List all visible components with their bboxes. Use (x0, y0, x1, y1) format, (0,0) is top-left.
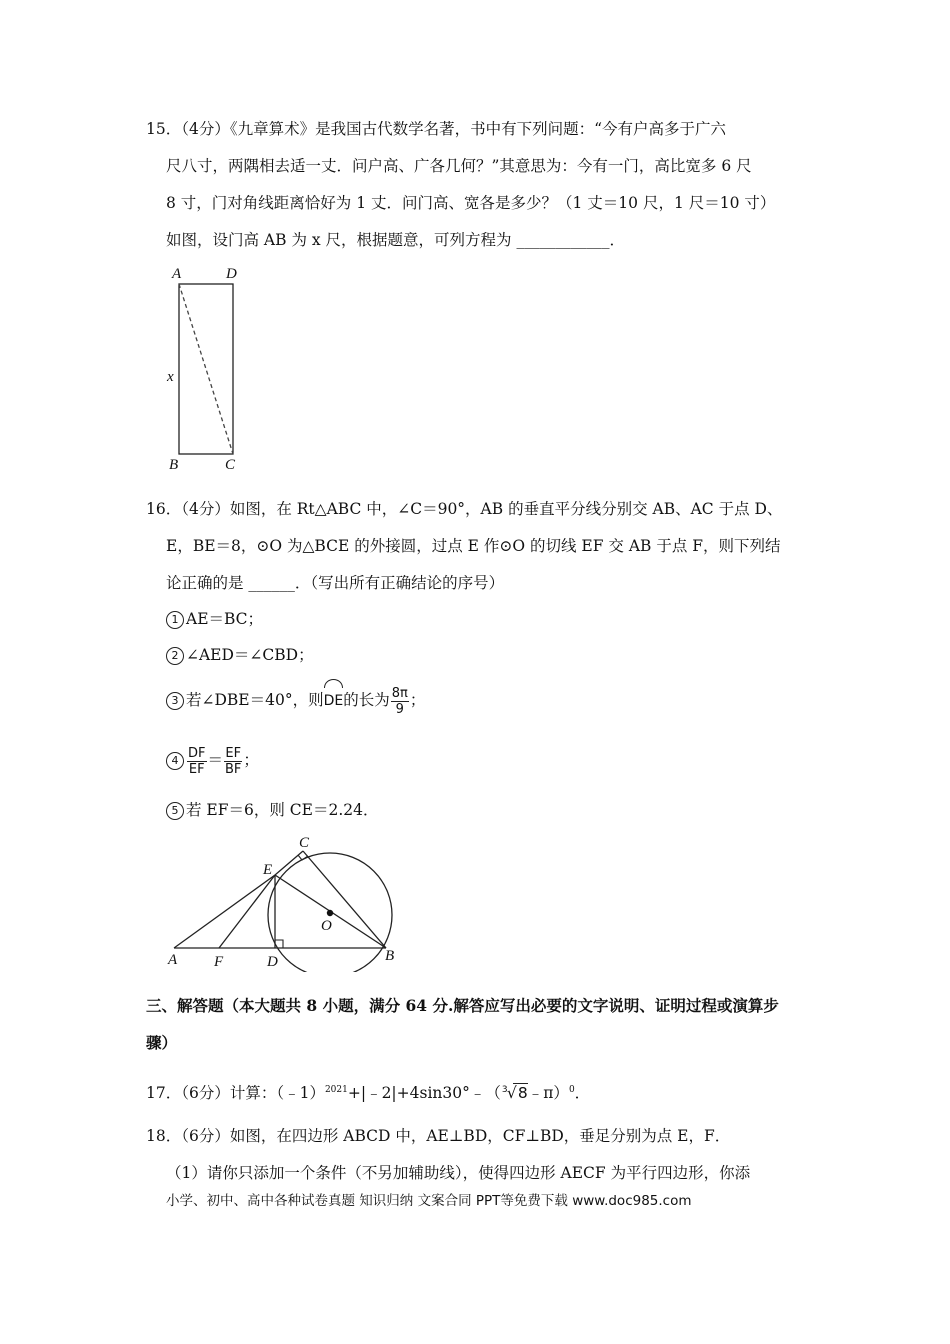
q15-door-figure (160, 262, 260, 474)
label-x: x (167, 369, 174, 385)
label-E: E (263, 862, 273, 878)
numerator: EF (225, 745, 242, 761)
denominator: EF (188, 761, 205, 777)
q16-option-2 (166, 645, 314, 665)
q17-pre: 17．（6分）计算：（﹣1） (146, 1084, 325, 1103)
denominator: 9 (395, 701, 404, 717)
equals: ＝ (207, 751, 224, 769)
section3-heading-line2: 骤） (146, 1033, 178, 1052)
label-F: F (214, 954, 224, 970)
circled-number: 5 (166, 802, 184, 820)
label-A: A (168, 952, 178, 968)
option-text: ∠AED＝∠CBD； (186, 646, 314, 664)
q17-mid: +|﹣2|+4sin30°﹣（ (347, 1084, 501, 1103)
option-text: 的长为 (343, 691, 390, 709)
circled-number: 2 (166, 647, 184, 665)
center-point-O (327, 910, 333, 916)
q16-line3: 论正确的是 ______．（写出所有正确结论的序号） (166, 574, 505, 592)
circled-number: 3 (166, 692, 184, 710)
segment-EC (275, 851, 303, 875)
q15-line3: 8 寸，门对角线距离恰好为 1 丈．问门高、宽各是多少？（1 丈＝10 尺，1 尺＝10 寸） (166, 194, 776, 212)
option-end: ； (243, 751, 259, 769)
option-text: AE＝BC； (186, 610, 264, 628)
q16-line2: E，BE＝8，⊙O 为△BCE 的外接圆，过点 E 作⊙O 的切线 EF 交 AB 于点 F，则下列结 (166, 537, 781, 555)
denominator: BF (225, 761, 242, 777)
q16-geometry-figure (160, 832, 410, 972)
numerator: 8π (391, 685, 408, 701)
q17-exponent-zero: 0 (568, 1085, 575, 1095)
q16-option-4 (166, 744, 259, 777)
q16-option-1 (166, 609, 263, 629)
circled-number: 1 (166, 611, 184, 629)
q17-line (146, 1080, 590, 1103)
option-text: 若 EF＝6，则 CE＝2.24． (186, 801, 379, 819)
label-C: C (299, 835, 310, 851)
door-diagonal (179, 284, 233, 454)
q15-line1: 15．（4分）《九章算术》是我国古代数学名著，书中有下列问题：“今有户高多于广六 (146, 120, 727, 138)
label-D: D (226, 266, 237, 282)
cube-root: 3 √ 8 (501, 1083, 528, 1103)
label-C: C (225, 457, 236, 473)
radicand: 8 (513, 1083, 528, 1102)
segment-AE (174, 875, 275, 948)
q16-option-5 (166, 800, 378, 820)
circled-number: 4 (166, 752, 184, 770)
segment-CB (303, 851, 386, 948)
root-index: 3 (501, 1085, 508, 1096)
fraction-EF-BF (224, 746, 242, 777)
fraction-DF-EF (187, 746, 207, 777)
q16-line1: 16．（4分）如图，在 Rt△ABC 中，∠C＝90°，AB 的垂直平分线分别交 AB、AC 于点 D、 (146, 500, 783, 518)
q15-line4: 如图，设门高 AB 为 x 尺，根据题意，可列方程为 ____________． (166, 231, 625, 249)
q15-line2: 尺八寸，两隅相去适一丈．问户高、广各几何？”其意思为：今有一门，高比宽多 6 尺 (166, 157, 752, 175)
page-footer: 小学、初中、高中各种试卷真题 知识归纳 文案合同 PPT等免费下载 www.doc985.com (166, 1193, 692, 1209)
door-rectangle (179, 284, 233, 454)
label-B: B (385, 948, 395, 964)
q17-post: ﹣π） (527, 1084, 569, 1103)
arc-DE: DE (324, 682, 344, 717)
label-B: B (169, 457, 179, 473)
label-D: D (267, 954, 278, 970)
q16-option-3 (166, 682, 425, 717)
label-O: O (321, 918, 332, 934)
q18-line2: （1）请你只添加一个条件（不另加辅助线），使得四边形 AECF 为平行四边形，你添 (166, 1164, 751, 1182)
label-A: A (172, 266, 182, 282)
option-end: ； (409, 691, 426, 709)
numerator: DF (188, 745, 206, 761)
option-text: 若∠DBE＝40°，则 (186, 691, 324, 709)
section3-heading-line1: 三、解答题（本大题共 8 小题，满分 64 分.解答应写出必要的文字说明、证明过程或演算步 (146, 996, 779, 1015)
q18-line1: 18．（6分）如图，在四边形 ABCD 中，AE⊥BD，CF⊥BD，垂足分别为点 E，F． (146, 1127, 731, 1145)
segment-EF (219, 875, 275, 948)
q17-exponent: 2021 (324, 1085, 348, 1095)
q17-end: ． (574, 1084, 591, 1103)
fraction-8pi-9 (391, 686, 409, 717)
